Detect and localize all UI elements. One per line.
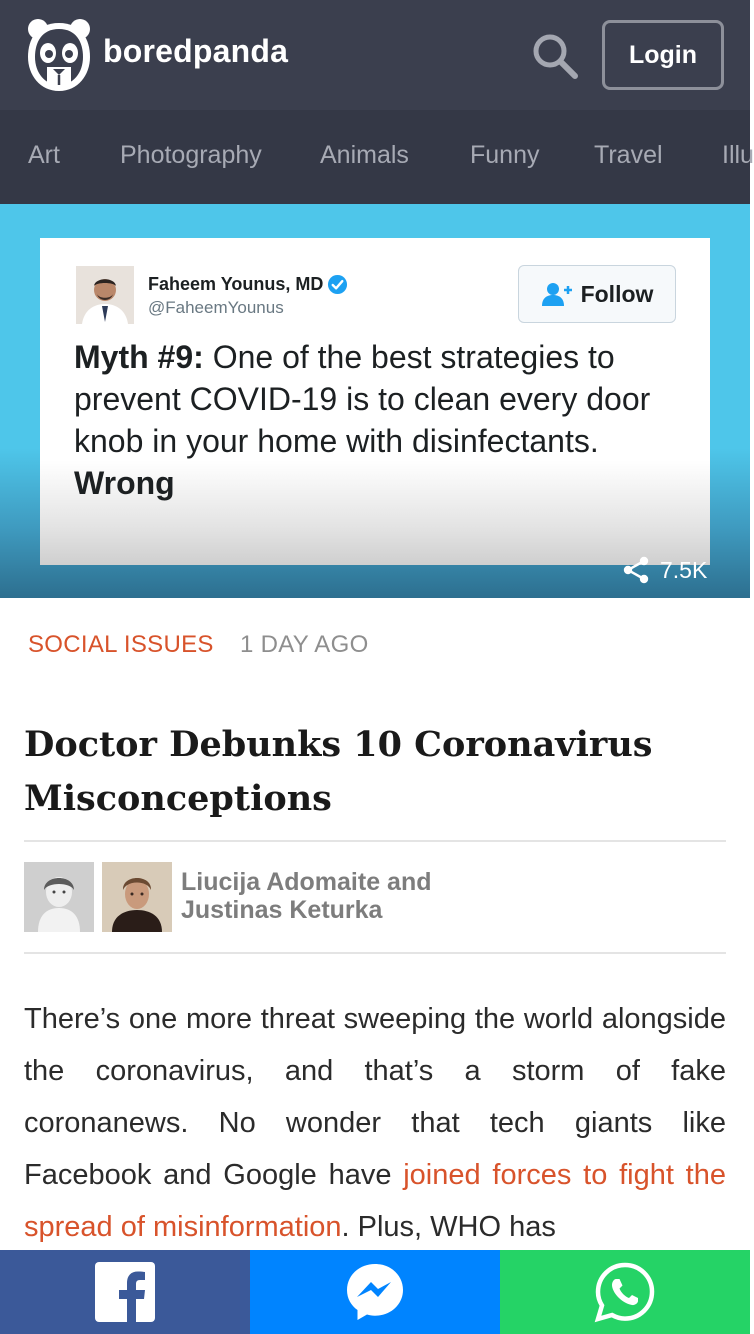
site-header [0,0,750,110]
panda-logo-icon[interactable] [26,17,92,93]
search-icon[interactable] [530,31,580,81]
facebook-icon [95,1262,155,1322]
nav-item-art[interactable]: Art [28,141,60,169]
nav-item-illustration[interactable]: Illu [722,141,754,169]
tweet-verdict: Wrong [74,465,175,501]
messenger-share-button[interactable] [250,1250,500,1334]
divider [24,952,726,954]
divider [24,840,726,842]
nav-item-animals[interactable]: Animals [320,141,409,169]
authors-line-2: Justinas Keturka [181,896,383,924]
tweet-follow-button [518,265,676,323]
add-user-icon [541,282,573,306]
article-authors[interactable] [181,868,432,924]
body-inline-link[interactable]: joined forces to fight the spread of misinformation [24,1159,726,1243]
share-count: 7.5K [660,556,708,583]
tweet-author-avatar [76,266,134,324]
site-brand-name[interactable]: boredpanda [103,33,289,69]
tweet-text [74,336,684,504]
tweet-myth-text: One of the best strategies to prevent COVID-19 is to clean every door knob in your home with disinfectants. [74,339,651,459]
share-icon [622,556,650,584]
hero-image[interactable] [0,204,750,598]
article-timestamp: 1 DAY AGO [240,631,369,658]
body-text-continued: . Plus, WHO has [341,1211,556,1243]
facebook-share-button[interactable] [0,1250,250,1334]
nav-item-funny[interactable]: Funny [470,141,540,169]
messenger-icon [344,1261,406,1323]
whatsapp-icon [594,1261,656,1323]
body-text: There’s one more threat sweeping the world alongside the coronavirus, and that’s a storm of fake coronanews. No wonder that tech giants like Facebook and Google have [24,1003,726,1191]
tweet-card [40,238,710,565]
author-avatar-justinas[interactable] [102,862,172,932]
author-avatar-liucija[interactable] [24,862,94,932]
nav-item-travel[interactable]: Travel [594,141,663,169]
article-category-link[interactable]: SOCIAL ISSUES [28,631,214,658]
tweet-author-handle: @FaheemYounus [148,298,284,317]
whatsapp-share-button[interactable] [500,1250,750,1334]
tweet-follow-label: Follow [580,280,654,307]
verified-badge-icon [327,274,348,295]
authors-line-1: Liucija Adomaite and [181,868,432,896]
tweet-myth-label: Myth #9: [74,339,204,375]
category-nav [0,110,754,204]
social-share-bar [0,1250,750,1334]
login-button[interactable]: Login [602,20,724,90]
article-body-paragraph [24,993,726,1253]
article-title: Doctor Debunks 10 Coronavirus Misconceptions [24,724,653,819]
share-count-button[interactable] [622,556,707,584]
nav-item-photography[interactable]: Photography [120,141,262,169]
tweet-author-name: Faheem Younus, MD [148,274,324,294]
